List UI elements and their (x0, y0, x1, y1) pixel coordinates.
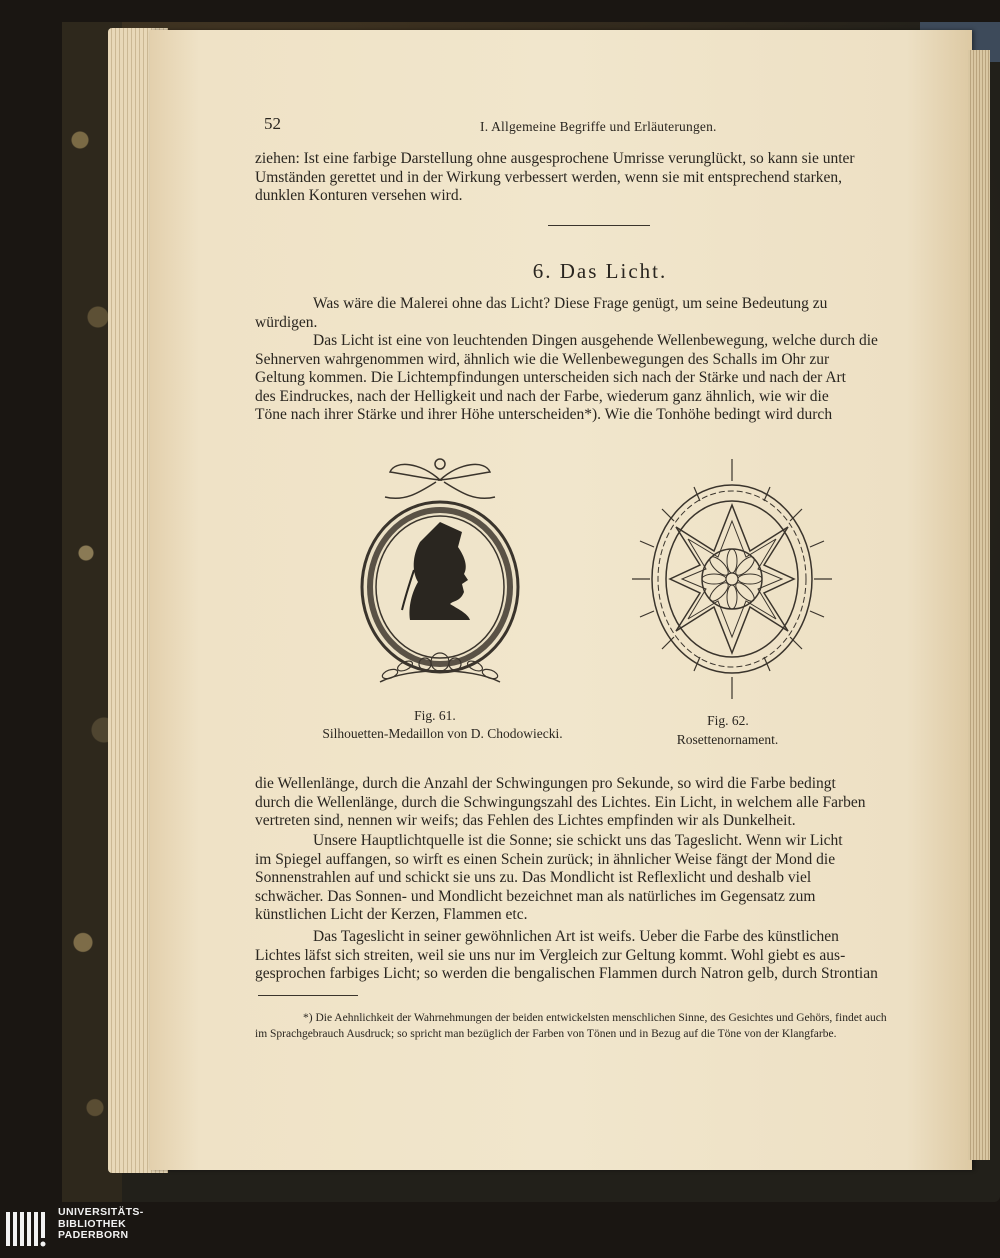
running-title: I. Allgemeine Begriffe und Erläuterungen. (480, 119, 717, 134)
paragraph-5 (255, 928, 935, 984)
footnote-divider (258, 995, 358, 996)
intro-paragraph (255, 150, 935, 206)
text-line: Das Tageslicht in seiner gewöhnlichen Art ist weifs. Ueber die Farbe des künstlichen (313, 928, 839, 945)
text-line: Umständen gerettet und in der Wirkung verbessert werden, wenn sie mit entsprechend starken, (255, 168, 843, 186)
text-line: Unsere Hauptlichtquelle ist die Sonne; sie schickt uns das Tageslicht. Wenn wir Licht (313, 832, 843, 849)
footnote (255, 1010, 935, 1042)
page-number: 52 (264, 114, 281, 133)
text-line: ziehen: Ist eine farbige Darstellung ohne ausgesprochene Umrisse verunglückt, so kann sie unter (255, 150, 855, 167)
text-line: schwächer. Das Sonnen- und Mondlicht bezeichnet man als natürliches im Gegensatz zum (255, 887, 816, 905)
text-line: des Eindruckes, nach der Helligkeit und nach der Farbe, wiederum ganz ähnlich, wie wir die (255, 387, 829, 405)
logo-line: BIBLIOTHEK (58, 1217, 127, 1230)
text-line: im Spiegel auffangen, so wirft es einen Schein zurück; in ähnlicher Weise fängt der Mond die (255, 850, 836, 868)
figure-62-caption: Rosettenornament. (676, 732, 779, 747)
text-line: dunklen Konturen versehen wird. (255, 187, 463, 205)
text-line: durch die Wellenlänge, durch die Schwingungszahl des Lichtes. Ein Licht, in welchem alle Farben (255, 793, 866, 811)
text-line: Geltung kommen. Die Lichtempfindungen unterscheiden sich nach der Stärke und nach der Art (255, 369, 846, 387)
figure-62-number: Fig. 62. (707, 713, 749, 728)
logo-line: UNIVERSITÄTS- (58, 1206, 144, 1218)
paragraph-2 (255, 332, 935, 425)
paragraph-3 (255, 775, 935, 831)
footnote-line: *) Die Aehnlichkeit der Wahrnehmungen der beiden entwickelsten menschlichen Sinne, des Gesichtes und Gehörs, findet auch (303, 1012, 887, 1024)
text-line: Das Licht ist eine von leuchtenden Dingen ausgehende Wellenbewegung, welche durch die (313, 332, 878, 349)
figure-61-caption: Silhouetten-Medaillon von D. Chodowiecki. (322, 726, 563, 741)
text-line: die Wellenlänge, durch die Anzahl der Schwingungen pro Sekunde, so wird die Farbe bedingt (255, 775, 836, 792)
paragraph-4 (255, 832, 935, 925)
text-line: Töne nach ihrer Stärke und ihrer Höhe unterscheiden*). Wie die Tonhöhe bedingt wird durch (255, 406, 833, 424)
text-line: vertreten sind, nennen wir weifs; das Fehlen des Lichtes empfinden wir als Dunkelheit. (255, 812, 796, 830)
library-logo-text (58, 1207, 144, 1242)
section-divider (548, 225, 650, 226)
silhouette-medallion-illustration (350, 452, 530, 702)
page-stack-right (968, 50, 990, 1160)
text-line: Sonnenstrahlen auf und schickt sie uns zu. Das Mondlicht ist Reflexlicht und deshalb viel (255, 869, 812, 887)
section-title: 6. Das Licht. (532, 259, 668, 283)
figure-61-number: Fig. 61. (414, 708, 456, 723)
text-line: Sehnerven wahrgenommen wird, ähnlich wie die Wellenbewegungen des Schalls im Ohr zur (255, 350, 830, 368)
footnote-line: im Sprachgebrauch Ausdruck; so spricht man bezüglich der Farben von Tönen und in Bezug auf die Töne von der Klangfarbe. (255, 1028, 837, 1040)
logo-line: PADERBORN (58, 1229, 129, 1241)
paragraph-1 (255, 295, 935, 332)
text-line: würdigen. (255, 313, 318, 331)
text-line: Was wäre die Malerei ohne das Licht? Diese Frage genügt, um seine Bedeutung zu (313, 295, 828, 312)
text-line: Lichtes läfst sich streiten, weil sie uns nur im Vergleich zur Geltung kommt. Wohl giebt es aus- (255, 946, 846, 964)
text-line: gesprochen farbiges Licht; so werden die bengalischen Flammen durch Natron gelb, durch Strontian (255, 965, 878, 983)
rosette-ornament-illustration (625, 452, 840, 702)
text-line: künstlichen Licht der Kerzen, Flammen etc. (255, 906, 528, 924)
